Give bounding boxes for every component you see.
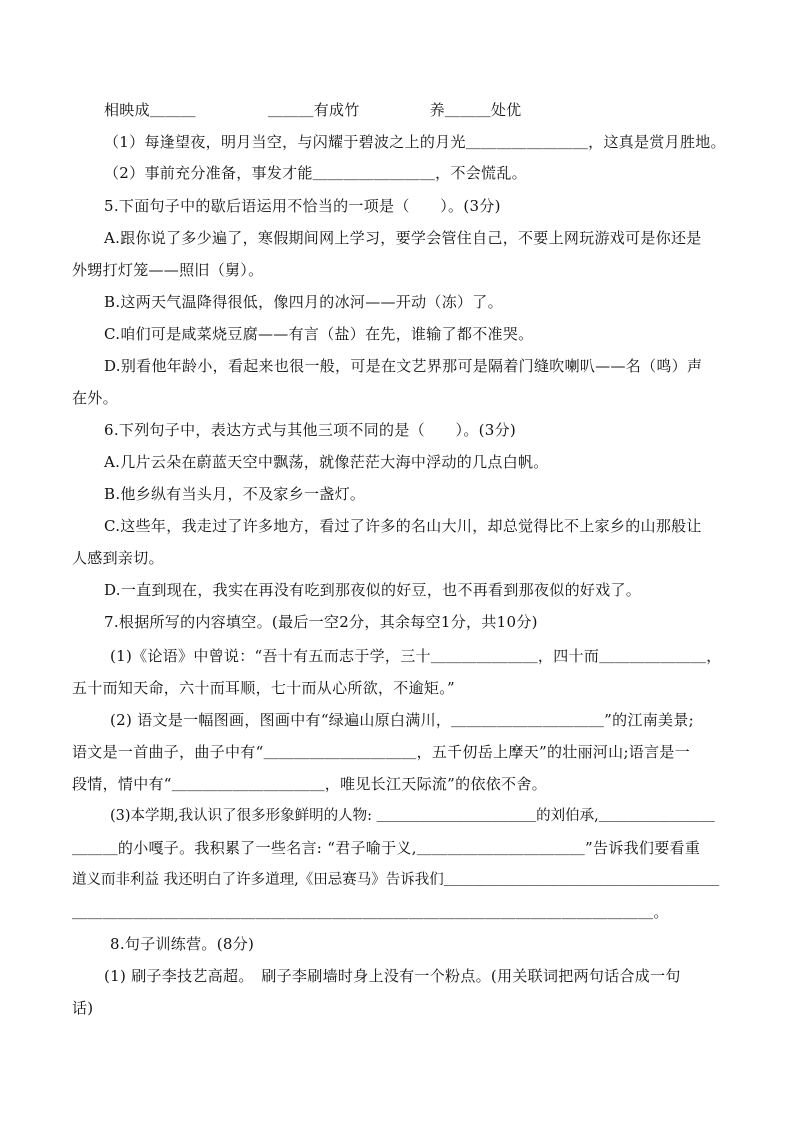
question-6-option-d[interactable]: D.一直到现在，我实在再没有吃到那夜似的好豆，也不再看到那夜似的好戏了。	[104, 581, 642, 599]
question-5-option-a-line-2: 外甥打灯笼——照旧（舅）。	[72, 261, 264, 279]
question-6-option-c-line-1[interactable]: C.这些年，我走过了许多地方，看过了许多的名山大川，却总觉得比不上家乡的山那般让	[104, 517, 702, 535]
question-7-item-3-line-1[interactable]: (3)本学期,我认识了很多形象鲜明的人物: ＿＿＿＿＿＿＿＿＿＿＿的刘伯承,＿＿＿＿＿＿＿＿	[110, 808, 715, 824]
question-8-item-1-line-2: 话)	[72, 999, 94, 1017]
question-4-item-1: （1）每逢望夜，明月当空，与闪耀于碧波之上的月光＿＿＿＿＿＿＿＿，这真是赏月胜地。	[104, 133, 726, 151]
question-7-item-2-line-3[interactable]: 段情，情中有“＿＿＿＿＿＿＿＿＿＿，唯见长江天际流”的依依不舍。	[72, 775, 547, 793]
question-7-item-1-line-1[interactable]: (1)《论语》中曾说：“吾十有五而志于学，三十＿＿＿＿＿＿＿，四十而＿＿＿＿＿＿＿，	[110, 647, 722, 665]
question-7-item-3-line-2[interactable]: ＿＿＿的小嘎子。我积累了一些名言: “君子喻于义,＿＿＿＿＿＿＿＿＿＿＿”告诉我们要看重	[72, 839, 701, 857]
question-5-option-d-line-1[interactable]: D.别看他年龄小，看起来也很一般，可是在文艺界那可是隔着门缝吹喇叭——名（鸣）声	[104, 357, 703, 375]
question-5-stem: 5.下面句子中的歇后语运用不恰当的一项是（ ）。(3分)	[104, 197, 501, 215]
question-5-option-a-line-1[interactable]: A.跟你说了多少遍了，寒假期间网上学习，要学会管住自己，不要上网玩游戏可是你还是	[104, 229, 702, 247]
word-blank-1[interactable]: 相映成＿＿＿	[104, 101, 196, 119]
question-7-item-3-line-3[interactable]: 道义而非利益 我还明白了许多道理,《田忌赛马》告诉我们＿＿＿＿＿＿＿＿＿＿＿＿＿＿＿＿＿＿＿	[72, 872, 720, 888]
question-5-option-d-line-2: 在外。	[72, 389, 118, 407]
question-8-stem: 8.句子训练营。(8分)	[110, 935, 255, 953]
word-blank-2[interactable]: ＿＿＿有成竹	[267, 101, 360, 119]
question-5-option-b[interactable]: B.这两天气温降得很低，像四月的冰河——开动（冻）了。	[104, 293, 503, 311]
question-7-item-2-line-1[interactable]: (2) 语文是一幅图画，图画中有“绿遍山原白满川，＿＿＿＿＿＿＿＿＿＿”的江南美景;	[110, 711, 695, 729]
question-7-stem: 7.根据所写的内容填空。(最后一空2分，其余每空1分，共10分)	[104, 613, 538, 631]
question-5-option-c[interactable]: C.咱们可是咸菜烧豆腐——有言（盐）在先，谁输了都不准哭。	[104, 325, 534, 343]
question-7-item-3-line-4[interactable]: ＿＿＿＿＿＿＿＿＿＿＿＿＿＿＿＿＿＿＿＿＿＿＿＿＿＿＿＿＿＿＿＿＿＿＿＿＿＿。	[72, 903, 669, 921]
question-4-item-2: （2）事前充分准备，事发才能＿＿＿＿＿＿＿＿，不会慌乱。	[104, 164, 527, 182]
word-blank-3[interactable]: 养＿＿＿处优	[429, 101, 522, 119]
word-fill-row	[104, 100, 521, 120]
question-6-stem: 6.下列句子中，表达方式与其他三项不同的是（ ）。(3分)	[104, 421, 517, 439]
question-8-item-1-line-1: (1) 刷子李技艺高超。 刷子李刷墙时身上没有一个粉点。(用关联词把两句话合成一句	[104, 967, 681, 985]
question-6-option-b[interactable]: B.他乡纵有当头月，不及家乡一盏灯。	[104, 485, 366, 503]
question-7-item-1-line-2: 五十而知天命，六十而耳顺，七十而从心所欲，不逾矩。”	[72, 679, 455, 697]
question-7-item-2-line-2[interactable]: 语文是一首曲子，曲子中有“＿＿＿＿＿＿＿＿＿＿，五千仞岳上摩天”的壮丽河山;语言是一	[72, 743, 690, 761]
question-6-option-a[interactable]: A.几片云朵在蔚蓝天空中飘荡，就像茫茫大海中浮动的几点白帆。	[104, 453, 549, 471]
question-6-option-c-line-2: 人感到亲切。	[72, 549, 164, 567]
